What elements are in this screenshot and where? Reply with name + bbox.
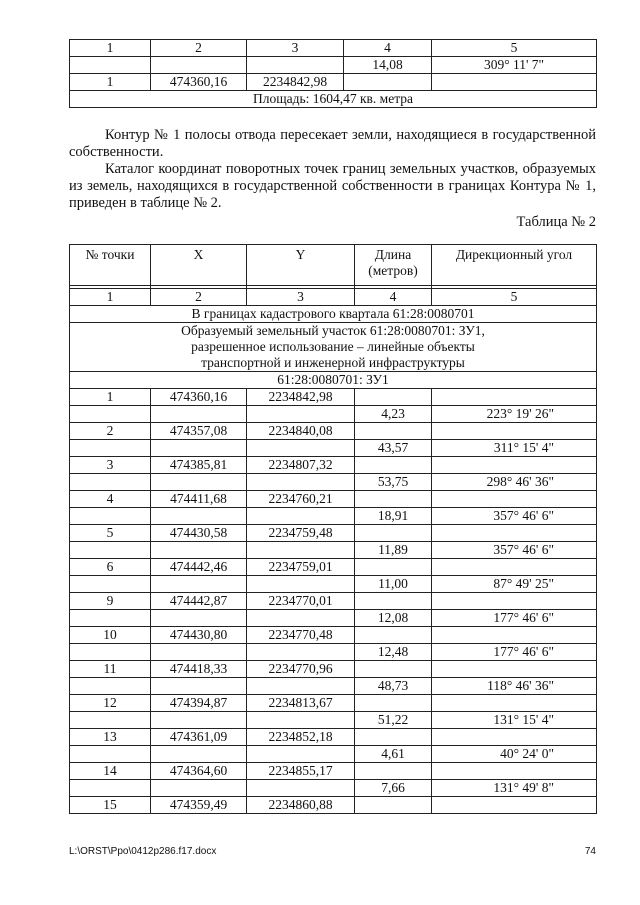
segment-length: 18,91 bbox=[355, 508, 432, 525]
point-number: 9 bbox=[70, 593, 151, 610]
col-num: 4 bbox=[344, 40, 432, 57]
coordinates-table bbox=[69, 244, 597, 814]
col-num: 5 bbox=[432, 289, 597, 306]
paragraph-contour: Контур № 1 полосы отвода пересекает земли, находящиеся в государственной собственности. bbox=[69, 127, 596, 160]
point-y: 2234842,98 bbox=[247, 389, 355, 406]
header-length: Длина (метров) bbox=[355, 245, 432, 286]
segment-row bbox=[70, 746, 597, 763]
segment-angle: 311° 15' 4" bbox=[432, 440, 597, 457]
point-row bbox=[70, 729, 597, 746]
point-row bbox=[70, 457, 597, 474]
point-row bbox=[70, 389, 597, 406]
point-x: 474359,49 bbox=[151, 797, 247, 814]
point-x: 474442,87 bbox=[151, 593, 247, 610]
point-number: 1 bbox=[70, 74, 151, 91]
point-y: 2234770,01 bbox=[247, 593, 355, 610]
segment-angle: 40° 24' 0" bbox=[432, 746, 597, 763]
point-row bbox=[70, 74, 597, 91]
col-num: 1 bbox=[70, 289, 151, 306]
point-x: 474411,68 bbox=[151, 491, 247, 508]
cadastral-quarter: В границах кадастрового квартала 61:28:0080701 bbox=[70, 306, 597, 323]
segment-row bbox=[70, 678, 597, 695]
segment-row bbox=[70, 644, 597, 661]
point-y: 2234813,67 bbox=[247, 695, 355, 712]
point-y: 2234759,01 bbox=[247, 559, 355, 576]
point-y: 2234860,88 bbox=[247, 797, 355, 814]
point-y: 2234855,17 bbox=[247, 763, 355, 780]
point-x: 474394,87 bbox=[151, 695, 247, 712]
segment-row bbox=[70, 406, 597, 423]
point-x: 474364,60 bbox=[151, 763, 247, 780]
col-num: 2 bbox=[151, 40, 247, 57]
footer-path: L:\ORST\Ppo\0412p286.f17.docx bbox=[69, 846, 217, 857]
header-angle: Дирекционный угол bbox=[432, 245, 597, 286]
point-number: 5 bbox=[70, 525, 151, 542]
point-x: 474360,16 bbox=[151, 74, 247, 91]
col-num: 5 bbox=[432, 40, 597, 57]
segment-row bbox=[70, 712, 597, 729]
segment-angle: 177° 46' 6" bbox=[432, 644, 597, 661]
point-y: 2234842,98 bbox=[247, 74, 344, 91]
footer-page-number: 74 bbox=[584, 846, 596, 857]
point-number: 12 bbox=[70, 695, 151, 712]
segment-length: 48,73 bbox=[355, 678, 432, 695]
point-x: 474442,46 bbox=[151, 559, 247, 576]
point-number: 15 bbox=[70, 797, 151, 814]
segment-angle: 298° 46' 36" bbox=[432, 474, 597, 491]
point-number: 14 bbox=[70, 763, 151, 780]
point-number: 1 bbox=[70, 389, 151, 406]
contour-row bbox=[70, 372, 597, 389]
col-num: 3 bbox=[247, 40, 344, 57]
point-number: 3 bbox=[70, 457, 151, 474]
column-numbers-row bbox=[70, 40, 597, 57]
segment-length: 11,89 bbox=[355, 542, 432, 559]
segment-length: 11,00 bbox=[355, 576, 432, 593]
segment-angle: 131° 15' 4" bbox=[432, 712, 597, 729]
point-number: 13 bbox=[70, 729, 151, 746]
segment-length: 12,48 bbox=[355, 644, 432, 661]
segment-angle: 131° 49' 8" bbox=[432, 780, 597, 797]
segment-angle: 118° 46' 36" bbox=[432, 678, 597, 695]
column-numbers-row bbox=[70, 289, 597, 306]
header-y: Y bbox=[247, 245, 355, 286]
point-y: 2234807,32 bbox=[247, 457, 355, 474]
paragraph-catalog: Каталог координат поворотных точек границ земельных участков, образуемых из земель, находящихся в государственной собственности в границах Контура № 1, приведен в таблице № 2. bbox=[69, 161, 596, 211]
segment-length: 51,22 bbox=[355, 712, 432, 729]
segment-row bbox=[70, 474, 597, 491]
point-x: 474357,08 bbox=[151, 423, 247, 440]
point-row bbox=[70, 593, 597, 610]
point-y: 2234759,48 bbox=[247, 525, 355, 542]
segment-length: 43,57 bbox=[355, 440, 432, 457]
segment-length: 4,23 bbox=[355, 406, 432, 423]
point-y: 2234840,08 bbox=[247, 423, 355, 440]
segment-row bbox=[70, 610, 597, 627]
segment-length: 53,75 bbox=[355, 474, 432, 491]
header-point: № точки bbox=[70, 245, 151, 286]
point-x: 474430,58 bbox=[151, 525, 247, 542]
point-row bbox=[70, 491, 597, 508]
col-num: 2 bbox=[151, 289, 247, 306]
point-number: 2 bbox=[70, 423, 151, 440]
point-row bbox=[70, 661, 597, 678]
contour-id: 61:28:0080701: ЗУ1 bbox=[70, 372, 597, 389]
point-x: 474360,16 bbox=[151, 389, 247, 406]
point-x: 474361,09 bbox=[151, 729, 247, 746]
segment-row bbox=[70, 542, 597, 559]
point-y: 2234770,48 bbox=[247, 627, 355, 644]
segment-angle: 177° 46' 6" bbox=[432, 610, 597, 627]
segment-row bbox=[70, 57, 597, 74]
parcel-row bbox=[70, 323, 597, 372]
point-x: 474418,33 bbox=[151, 661, 247, 678]
segment-row bbox=[70, 576, 597, 593]
point-number: 4 bbox=[70, 491, 151, 508]
area-value: Площадь: 1604,47 кв. метра bbox=[70, 91, 597, 108]
point-y: 2234760,21 bbox=[247, 491, 355, 508]
area-row bbox=[70, 91, 597, 108]
segment-length: 4,61 bbox=[355, 746, 432, 763]
segment-row bbox=[70, 508, 597, 525]
segment-length: 14,08 bbox=[344, 57, 432, 74]
point-row bbox=[70, 559, 597, 576]
point-row bbox=[70, 797, 597, 814]
col-num: 1 bbox=[70, 40, 151, 57]
point-y: 2234770,96 bbox=[247, 661, 355, 678]
col-num: 3 bbox=[247, 289, 355, 306]
point-row bbox=[70, 525, 597, 542]
point-row bbox=[70, 423, 597, 440]
header-x: X bbox=[151, 245, 247, 286]
quarter-row bbox=[70, 306, 597, 323]
point-rows bbox=[70, 389, 597, 814]
segment-length: 12,08 bbox=[355, 610, 432, 627]
segment-length: 7,66 bbox=[355, 780, 432, 797]
point-row bbox=[70, 763, 597, 780]
point-row bbox=[70, 695, 597, 712]
point-number: 11 bbox=[70, 661, 151, 678]
point-number: 6 bbox=[70, 559, 151, 576]
segment-angle: 357° 46' 6" bbox=[432, 508, 597, 525]
point-y: 2234852,18 bbox=[247, 729, 355, 746]
segment-angle: 357° 46' 6" bbox=[432, 542, 597, 559]
segment-row bbox=[70, 780, 597, 797]
segment-angle: 223° 19' 26" bbox=[432, 406, 597, 423]
segment-row bbox=[70, 440, 597, 457]
point-x: 474430,80 bbox=[151, 627, 247, 644]
point-x: 474385,81 bbox=[151, 457, 247, 474]
point-row bbox=[70, 627, 597, 644]
segment-angle: 87° 49' 25" bbox=[432, 576, 597, 593]
point-number: 10 bbox=[70, 627, 151, 644]
col-num: 4 bbox=[355, 289, 432, 306]
header-row bbox=[70, 245, 597, 286]
table-caption: Таблица № 2 bbox=[516, 214, 596, 230]
segment-angle: 309° 11' 7" bbox=[432, 57, 597, 74]
parcel-description: Образуемый земельный участок 61:28:0080701: ЗУ1, разрешенное использование – линейные объекты транспортной и инженерной инфраструктуры bbox=[70, 323, 597, 372]
area-table bbox=[69, 39, 597, 108]
